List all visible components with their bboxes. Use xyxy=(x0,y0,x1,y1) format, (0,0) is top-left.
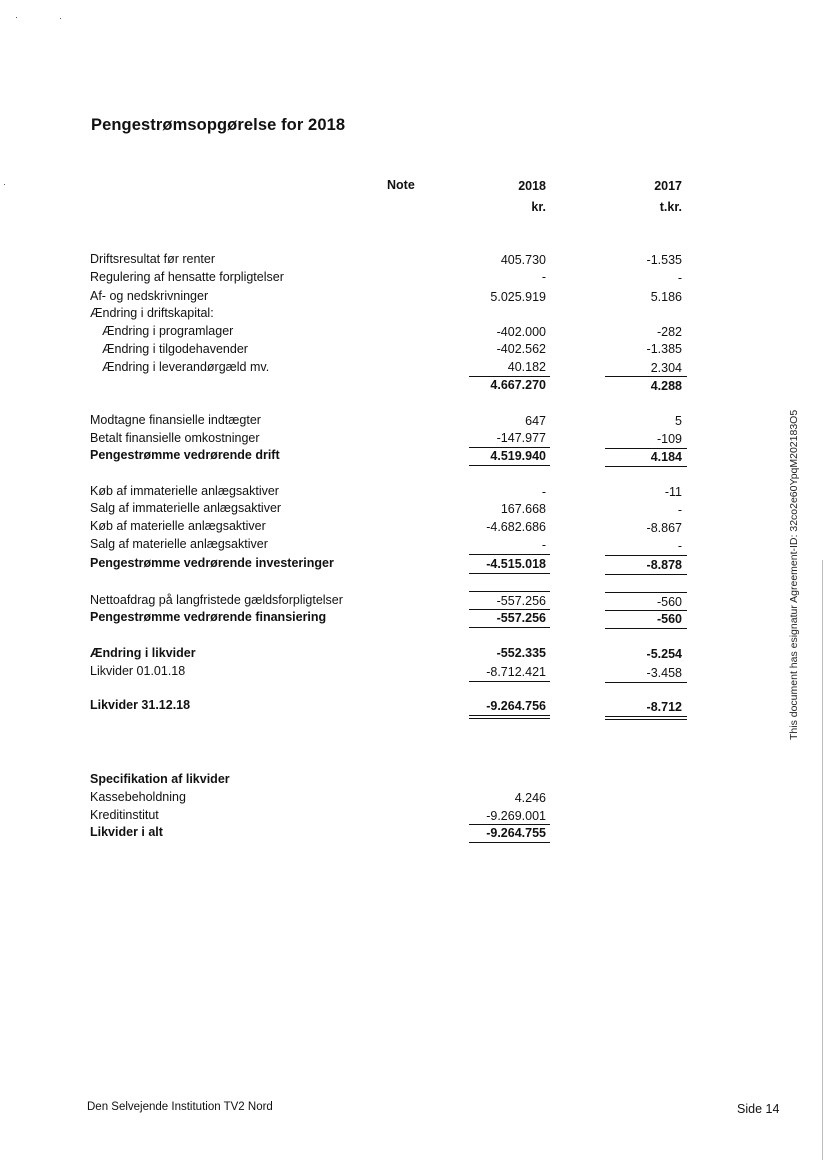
row-label: Likvider 01.01.18 xyxy=(90,664,186,678)
subtotal-line xyxy=(605,376,687,377)
value-2018: - xyxy=(541,485,546,499)
value-2018: -147.977 xyxy=(496,431,546,445)
row-label: Ændring i driftskapital: xyxy=(90,306,214,320)
subtotal-2017: 4.288 xyxy=(650,379,682,393)
total-2017: 4.184 xyxy=(650,450,682,464)
row-label: Nettoafdrag på langfristede gældsforpligtelser xyxy=(90,593,343,607)
column-header-2018: 2018 xyxy=(518,179,546,193)
footer-organization: Den Selvejende Institution TV2 Nord xyxy=(87,1101,273,1113)
column-unit-2017: t.kr. xyxy=(659,200,682,214)
row-label-total: Ændring i likvider xyxy=(90,646,196,660)
subtotal-line xyxy=(469,376,550,377)
total-2018: 4.519.940 xyxy=(490,449,546,463)
value-2017: -1.385 xyxy=(646,342,682,356)
row-label-total: Likvider 31.12.18 xyxy=(90,698,191,712)
value-2017: 5.186 xyxy=(650,290,682,304)
value-2018: -402.562 xyxy=(496,342,546,356)
page-title: Pengestrømsopgørelse for 2018 xyxy=(91,116,346,134)
total-2018: -4.515.018 xyxy=(486,557,546,571)
total-line xyxy=(469,842,550,843)
value-2017: 2.304 xyxy=(650,361,682,375)
spec-row-label: Kreditinstitut xyxy=(90,808,159,822)
value-2017: - xyxy=(677,503,682,517)
row-label: Betalt finansielle omkostninger xyxy=(90,431,260,445)
value-2017: 5 xyxy=(675,414,682,428)
scan-speck xyxy=(60,18,61,19)
subtotal-line xyxy=(469,447,550,448)
value-2017: -1.535 xyxy=(646,253,682,267)
subtotal-line xyxy=(605,610,687,611)
total-line xyxy=(605,466,687,467)
total-2017: -8.878 xyxy=(646,558,682,572)
value-2017: -3.458 xyxy=(646,666,682,680)
subtotal-line xyxy=(605,592,687,593)
subtotal-line xyxy=(469,554,550,555)
subtotal-line xyxy=(469,824,550,825)
total-line xyxy=(469,627,550,628)
total-line xyxy=(469,573,550,574)
total-2018: -557.256 xyxy=(496,611,546,625)
row-label-total: Pengestrømme vedrørende drift xyxy=(90,448,280,462)
value-2018: 647 xyxy=(525,414,546,428)
double-total-line xyxy=(605,716,687,717)
subtotal-line xyxy=(605,682,687,683)
column-header-2017: 2017 xyxy=(654,179,682,193)
page-edge xyxy=(822,560,823,1160)
spec-value-2018: -9.269.001 xyxy=(486,809,546,823)
subtotal-line xyxy=(605,448,687,449)
esignature-note: This document has esignatur Agreement-ID: 32co2e60YpqM202183O5 xyxy=(788,409,800,740)
value-2018: -402.000 xyxy=(496,325,546,339)
value-2017: -560 xyxy=(656,595,682,609)
subtotal-2018: 4.667.270 xyxy=(490,378,546,392)
value-2017: -8.867 xyxy=(646,521,682,535)
value-2018: 40.182 xyxy=(507,360,546,374)
footer-page-number: Side 14 xyxy=(737,1102,780,1116)
value-2018: 5.025.919 xyxy=(490,290,546,304)
row-label: Salg af immaterielle anlægsaktiver xyxy=(90,501,282,515)
row-label: Regulering af hensatte forpligtelser xyxy=(90,270,284,284)
row-label: Køb af immaterielle anlægsaktiver xyxy=(90,484,279,498)
value-2017: -5.254 xyxy=(646,647,682,661)
total-line xyxy=(605,628,687,629)
column-unit-2018: kr. xyxy=(531,200,546,214)
value-2017: - xyxy=(677,539,682,553)
scan-speck xyxy=(16,17,17,18)
double-total-line xyxy=(469,715,550,716)
value-2017: -11 xyxy=(664,485,682,499)
double-total-line xyxy=(469,718,550,719)
spec-value-2018: 4.246 xyxy=(514,791,546,805)
row-label-total: Pengestrømme vedrørende investeringer xyxy=(90,556,334,570)
value-2018: -552.335 xyxy=(496,646,546,660)
total-line xyxy=(469,465,550,466)
value-2018: -557.256 xyxy=(496,594,546,608)
subtotal-line xyxy=(469,591,550,592)
value-2018: 405.730 xyxy=(500,253,546,267)
subtotal-line xyxy=(469,681,550,682)
row-label: Ændring i tilgodehavender xyxy=(102,342,248,356)
value-2017: - xyxy=(677,271,682,285)
total-2017: -8.712 xyxy=(646,700,682,714)
spec-total-2018: -9.264.755 xyxy=(486,826,546,840)
total-2018: -9.264.756 xyxy=(486,699,546,713)
column-header-note: Note xyxy=(387,178,415,192)
row-label: Salg af materielle anlægsaktiver xyxy=(90,537,268,551)
value-2018: 167.668 xyxy=(500,502,546,516)
value-2018: - xyxy=(541,270,546,284)
row-label-total: Pengestrømme vedrørende finansiering xyxy=(90,610,327,624)
row-label: Ændring i programlager xyxy=(102,324,234,338)
total-line xyxy=(605,574,687,575)
row-label: Køb af materielle anlægsaktiver xyxy=(90,519,266,533)
row-label: Modtagne finansielle indtægter xyxy=(90,413,261,427)
spec-row-label: Kassebeholdning xyxy=(90,790,186,804)
row-label: Driftsresultat før renter xyxy=(90,252,216,266)
total-2017: -560 xyxy=(656,612,682,626)
spec-row-label-total: Likvider i alt xyxy=(90,825,163,839)
value-2017: -282 xyxy=(656,325,682,339)
scan-speck xyxy=(4,184,5,185)
double-total-line xyxy=(605,719,687,720)
specification-heading: Specifikation af likvider xyxy=(90,772,230,786)
value-2018: - xyxy=(541,538,546,552)
value-2017: -109 xyxy=(656,432,682,446)
value-2018: -4.682.686 xyxy=(486,520,546,534)
row-label: Ændring i leverandørgæld mv. xyxy=(102,360,270,374)
row-label: Af- og nedskrivninger xyxy=(90,289,209,303)
value-2018: -8.712.421 xyxy=(486,665,546,679)
subtotal-line xyxy=(469,609,550,610)
subtotal-line xyxy=(605,555,687,556)
